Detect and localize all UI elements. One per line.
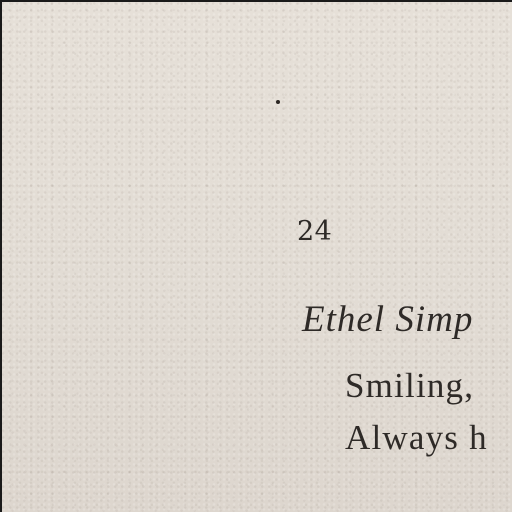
- page-number: 24: [297, 216, 333, 247]
- author-name: Ethel Simp: [302, 299, 474, 340]
- scanned-page: [2, 2, 512, 512]
- verse-line-2: Always h: [345, 418, 488, 457]
- ink-speck: [276, 100, 280, 104]
- verse-line-1: Smiling,: [345, 366, 475, 405]
